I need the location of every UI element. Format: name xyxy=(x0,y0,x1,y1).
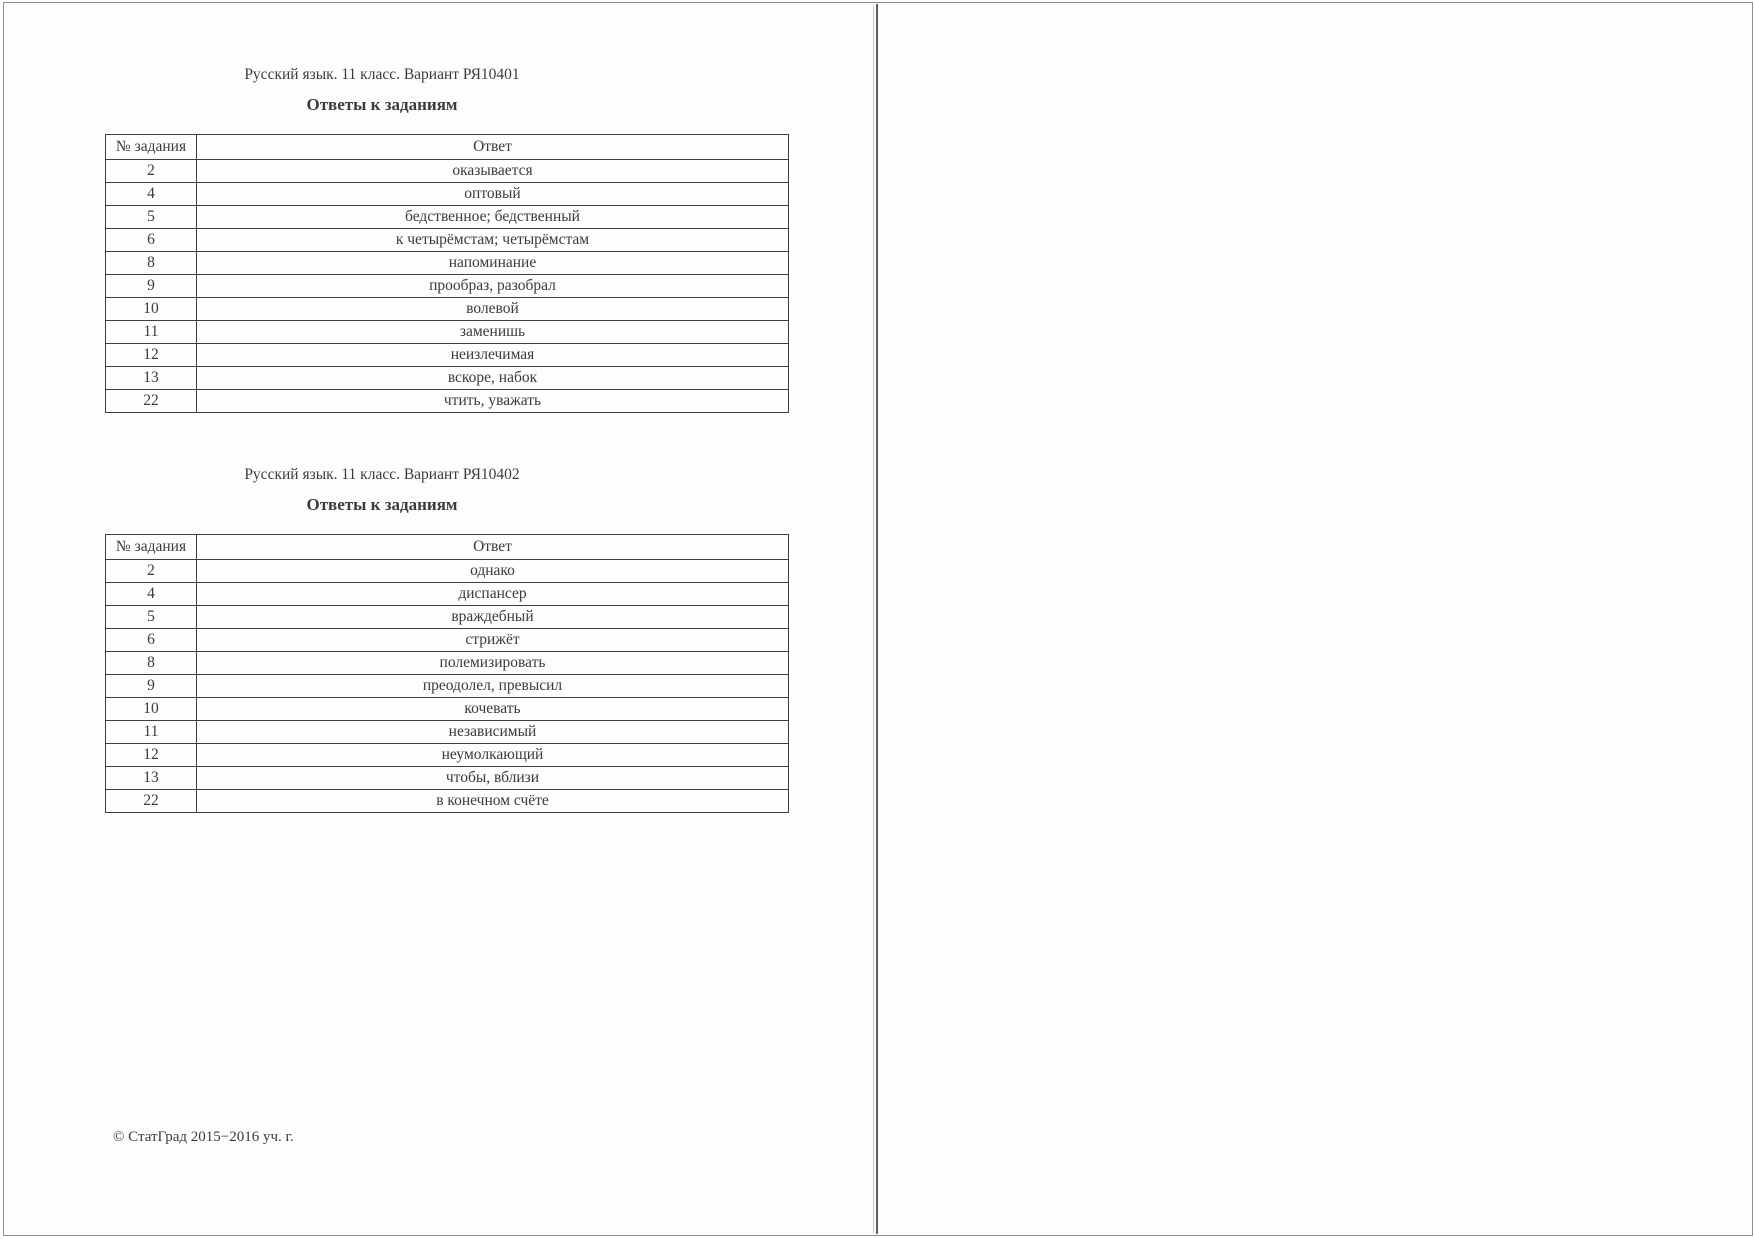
answers-table xyxy=(105,534,789,813)
table-row xyxy=(106,560,789,583)
task-number-cell: 9 xyxy=(106,275,197,298)
answer-cell: неумолкающий xyxy=(197,744,789,767)
task-number-cell: 13 xyxy=(106,367,197,390)
column-header-answer: Ответ xyxy=(197,135,789,160)
table-row xyxy=(106,790,789,813)
table-row xyxy=(106,160,789,183)
variant-header: Русский язык. 11 класс. Вариант РЯ10402 xyxy=(244,466,520,483)
answer-cell: независимый xyxy=(197,721,789,744)
task-number-cell: 8 xyxy=(106,652,197,675)
table-row xyxy=(106,229,789,252)
table-row xyxy=(106,367,789,390)
task-number-cell: 2 xyxy=(106,160,197,183)
task-number-cell: 6 xyxy=(106,629,197,652)
section-heading-block xyxy=(105,65,659,115)
task-number-cell: 4 xyxy=(106,583,197,606)
answers-section xyxy=(105,465,789,813)
section-heading-block xyxy=(105,465,659,515)
answer-cell: оказывается xyxy=(197,160,789,183)
answer-cell: волевой xyxy=(197,298,789,321)
task-number-cell: 2 xyxy=(106,560,197,583)
answers-table xyxy=(105,134,789,413)
task-number-cell: 5 xyxy=(106,206,197,229)
answer-cell: диспансер xyxy=(197,583,789,606)
table-row xyxy=(106,767,789,790)
task-number-cell: 8 xyxy=(106,252,197,275)
table-row xyxy=(106,390,789,413)
answer-cell: кочевать xyxy=(197,698,789,721)
table-header-row xyxy=(106,535,789,560)
table-row xyxy=(106,252,789,275)
variant-header: Русский язык. 11 класс. Вариант РЯ10401 xyxy=(244,66,520,83)
table-row xyxy=(106,698,789,721)
table-row xyxy=(106,206,789,229)
answer-cell: заменишь xyxy=(197,321,789,344)
answers-title: Ответы к заданиям xyxy=(306,495,458,514)
task-number-cell: 11 xyxy=(106,321,197,344)
task-number-cell: 12 xyxy=(106,744,197,767)
right-page xyxy=(878,3,1752,1235)
answer-cell: однако xyxy=(197,560,789,583)
table-row xyxy=(106,344,789,367)
table-header-row xyxy=(106,135,789,160)
task-number-cell: 22 xyxy=(106,790,197,813)
task-number-cell: 9 xyxy=(106,675,197,698)
answer-cell: вскоре, набок xyxy=(197,367,789,390)
table-row xyxy=(106,321,789,344)
column-header-task-number: № задания xyxy=(106,535,197,560)
task-number-cell: 10 xyxy=(106,298,197,321)
left-page xyxy=(4,3,873,1235)
answer-cell: к четырёмстам; четырёмстам xyxy=(197,229,789,252)
answer-cell: неизлечимая xyxy=(197,344,789,367)
task-number-cell: 22 xyxy=(106,390,197,413)
answer-cell: враждебный xyxy=(197,606,789,629)
answer-cell: чтобы, вблизи xyxy=(197,767,789,790)
column-header-answer: Ответ xyxy=(197,535,789,560)
answer-cell: бедственное; бедственный xyxy=(197,206,789,229)
task-number-cell: 5 xyxy=(106,606,197,629)
answer-cell: стрижёт xyxy=(197,629,789,652)
table-row xyxy=(106,721,789,744)
page-divider-shadow xyxy=(873,5,874,1233)
table-row xyxy=(106,675,789,698)
table-row xyxy=(106,275,789,298)
task-number-cell: 4 xyxy=(106,183,197,206)
table-row xyxy=(106,629,789,652)
answer-cell: чтить, уважать xyxy=(197,390,789,413)
task-number-cell: 6 xyxy=(106,229,197,252)
task-number-cell: 11 xyxy=(106,721,197,744)
answers-title: Ответы к заданиям xyxy=(306,95,458,114)
task-number-cell: 13 xyxy=(106,767,197,790)
answer-cell: прообраз, разобрал xyxy=(197,275,789,298)
answer-cell: оптовый xyxy=(197,183,789,206)
table-row xyxy=(106,183,789,206)
task-number-cell: 10 xyxy=(106,698,197,721)
answer-cell: в конечном счёте xyxy=(197,790,789,813)
column-header-task-number: № задания xyxy=(106,135,197,160)
page-sheet xyxy=(3,2,1753,1236)
task-number-cell: 12 xyxy=(106,344,197,367)
answer-cell: преодолел, превысил xyxy=(197,675,789,698)
answer-cell: напоминание xyxy=(197,252,789,275)
answers-section xyxy=(105,65,789,413)
table-row xyxy=(106,606,789,629)
footer-copyright: © СтатГрад 2015−2016 уч. г. xyxy=(113,1129,294,1145)
answer-cell: полемизировать xyxy=(197,652,789,675)
table-row xyxy=(106,744,789,767)
table-row xyxy=(106,652,789,675)
table-row xyxy=(106,298,789,321)
table-row xyxy=(106,583,789,606)
